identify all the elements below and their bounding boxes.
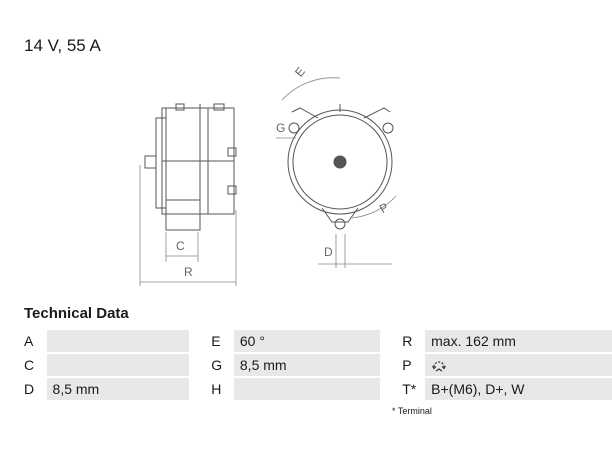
product-title: 14 V, 55 A xyxy=(24,36,101,55)
dim-label-d: D xyxy=(324,245,333,259)
pulley-rotation-icon xyxy=(431,358,447,374)
spec-key: E xyxy=(211,333,221,349)
spec-key: G xyxy=(211,357,223,373)
spec-key: T* xyxy=(402,381,417,397)
spec-key: D xyxy=(24,381,35,397)
spec-key: C xyxy=(24,357,35,373)
spec-key: P xyxy=(402,357,412,373)
dim-label-p: P xyxy=(377,199,391,217)
table-row xyxy=(20,354,612,376)
spec-value: 60 ° xyxy=(234,330,380,352)
spec-value xyxy=(234,378,380,400)
technical-data-table xyxy=(20,328,612,402)
technical-data-heading: Technical Data xyxy=(24,305,129,322)
alternator-side-view xyxy=(140,104,236,286)
alternator-front-view xyxy=(276,78,396,268)
terminal-footnote: * Terminal xyxy=(392,406,432,416)
table-row xyxy=(20,330,612,352)
dim-label-e: E xyxy=(292,64,308,80)
spec-value: B+(M6), D+, W xyxy=(425,378,612,400)
spec-value: 8,5 mm xyxy=(47,378,190,400)
spec-key: H xyxy=(211,381,222,397)
spec-key: A xyxy=(24,333,34,349)
dim-label-c: C xyxy=(176,239,185,253)
spec-value: 8,5 mm xyxy=(234,354,380,376)
spec-value: max. 162 mm xyxy=(425,330,612,352)
spec-value xyxy=(47,330,190,352)
dim-label-g: G xyxy=(276,121,286,135)
spec-value xyxy=(47,354,190,376)
dim-label-r: R xyxy=(184,265,193,279)
spec-value-rotation xyxy=(425,354,612,376)
table-row xyxy=(20,378,612,400)
spec-key: R xyxy=(402,333,413,349)
